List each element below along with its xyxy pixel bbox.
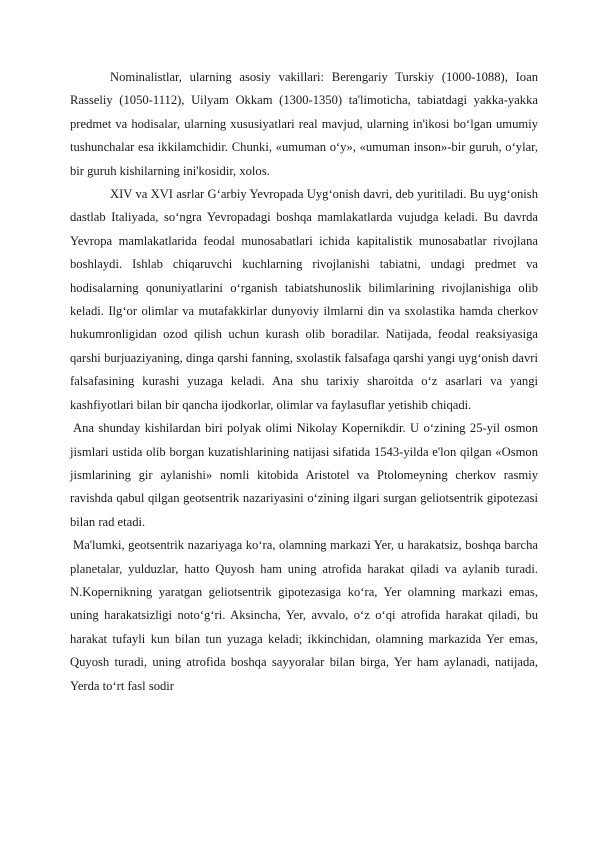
paragraph-copernicus: Ana shunday kishilardan biri polyak olimi Nikolay Kopernikdir. U o‘zining 25-yil osmon jismlari ustida olib borgan kuzatishlarining natijasi sifatida 1543-yilda e'lon qilgan «Osmon jismlarining gir aylanishi» nomli kitobida Aristotel va Ptolomeyning cherkov rasmiy ravishda qabul qilgan geotsentrik nazariyasini o‘zining ilgari surgan geliotsentrik gipotezasi bilan rad etadi. — [70, 421, 538, 529]
paragraph-renaissance: XIV va XVI asrlar G‘arbiy Yevropada Uyg‘onish davri, deb yuritiladi. Bu uyg‘onish dastlab Italiyada, so‘ngra Yevropadagi boshqa mamlakatlarda vujudga keladi. Bu davrda Yevropa mamlakatlarida feodal munosabatlari ichida kapitalistik munosabatlar rivojlana boshlaydi. Ishlab chiqaruvchi kuchlarning rivojlanishi tabiatni, undagi predmet va hodisalarning qonuniyatlarini o‘rganish tabiatshunoslik bilimlarining rivojlanishiga olib keladi. Ilg‘or olimlar va mutafakkirlar dunyoviy ilmlarni din va sxolastika hamda cherkov hukumronligidan ozod qilish uchun kurash olib boradilar. Natijada, feodal reaksiyasiga qarshi burjuaziyaning, dinga qarshi fanning, sxolastik falsafaga qarshi yangi uyg‘onish davri falsafasining kurashi yuzaga keladi. Ana shu tarixiy sharoitda o‘z asarlari va yangi kashfiyotlari bilan bir qancha ijodkorlar, olimlar va faylasuflar yetishib chiqadi. — [70, 187, 538, 412]
paragraph-geocentric-theory: Ma'lumki, geotsentrik nazariyaga ko‘ra, olamning markazi Yer, u harakatsiz, boshqa barcha planetalar, yulduzlar, hatto Quyosh ham uning atrofida harakat qiladi va aylanib turadi. N.Kopernikning yaratgan geliotsentrik gipotezasiga ko‘ra, Yer olamning markazi emas, uning harakatsizligi noto‘g‘ri. Aksincha, Yer, avvalo, o‘z o‘qi atrofida harakat qiladi, bu harakat tufayli kun bilan tun yuzaga keladi; ikkinchidan, olamning markazida Yer emas, Quyosh turadi, uning atrofida boshqa sayyoralar bilan birga, Yer ham aylanadi, natijada, Yerda to‘rt fasl sodir — [70, 538, 538, 693]
document-body — [70, 66, 538, 698]
paragraph-nominalists: Nominalistlar, ularning asosiy vakillari: Berengariy Turskiy (1000-1088), Ioan Rasseliy (1050-1112), Uilyam Okkam (1300-1350) ta'limoticha, tabiatdagi yakka-yakka predmet va hodisalar, ularning xususiyatlari real mavjud, ularning in'ikosi bo‘lgan umumiy tushunchalar esa ikkilamchidir. Chunki, «umuman o‘y», «umuman inson»-bir guruh, o‘ylar, bir guruh kishilarning ini'kosidir, xolos. — [70, 70, 538, 178]
